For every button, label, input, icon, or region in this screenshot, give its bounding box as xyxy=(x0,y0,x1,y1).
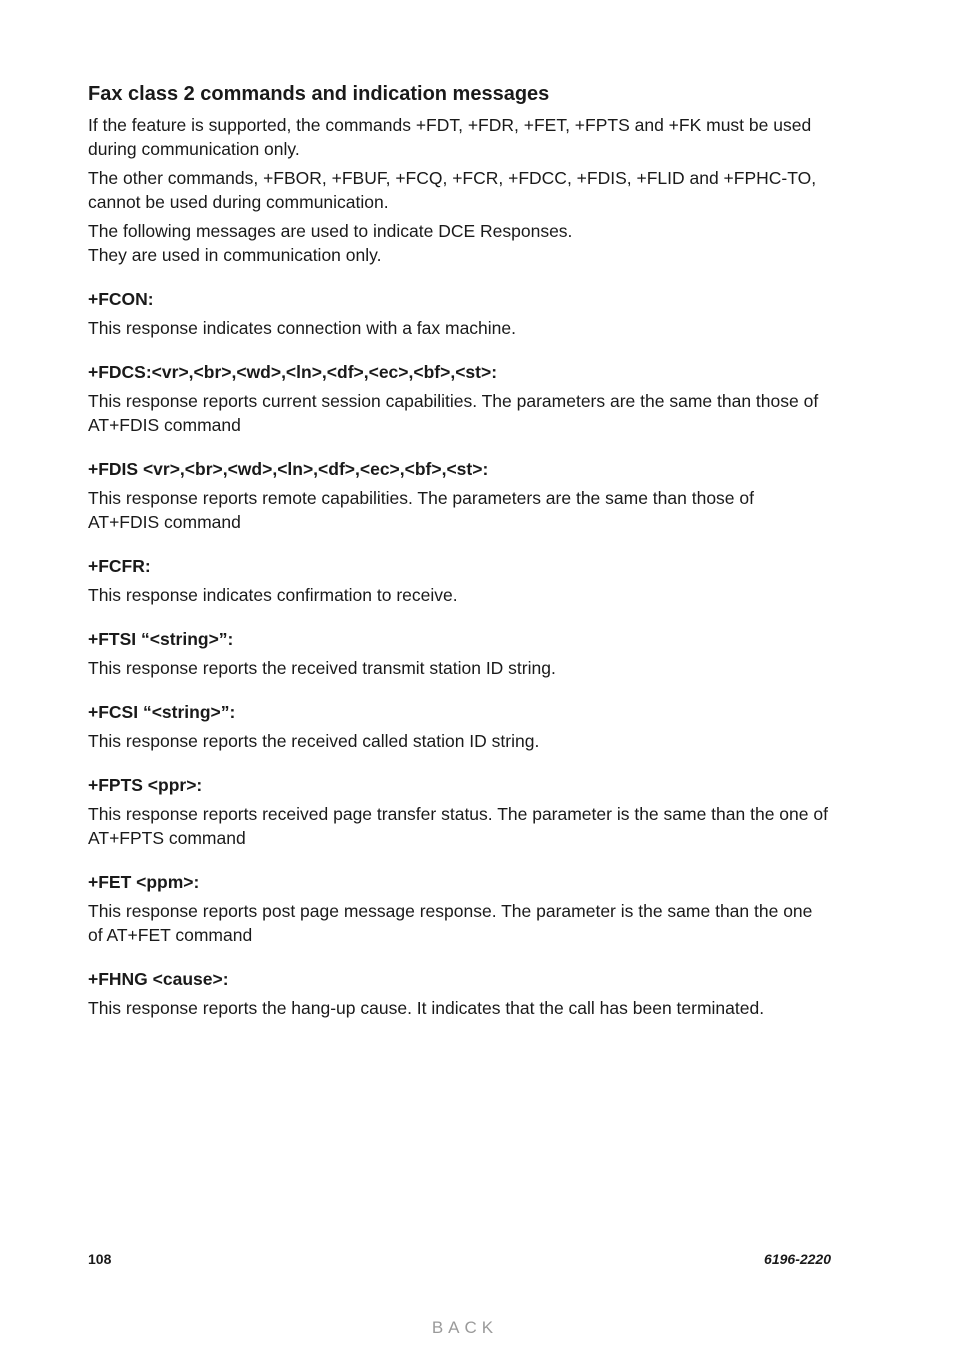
response-description: This response reports remote capabilities. The parameters are the same than those of AT+FDIS command xyxy=(88,488,754,532)
response-description: This response reports the hang-up cause. It indicates that the call has been terminated. xyxy=(88,998,765,1018)
response-description: This response reports received page transfer status. The parameter is the same than the one of AT+FPTS command xyxy=(88,804,828,848)
response-description: This response reports post page message response. The parameter is the same than the one of AT+FET command xyxy=(88,901,813,945)
section-title: Fax class 2 commands and indication messages xyxy=(88,83,550,105)
response-heading: +FDIS <vr>,<br>,<wd>,<ln>,<df>,<ec>,<bf>,<st>: xyxy=(88,459,489,479)
response-heading: +FCON: xyxy=(88,289,154,309)
intro-paragraph: The other commands, +FBOR, +FBUF, +FCQ, +FCR, +FDCC, +FDIS, +FLID and +FPHC-TO, cannot be used during communication. xyxy=(88,168,817,212)
response-entry-fcfr xyxy=(88,554,828,607)
response-entry-fhng xyxy=(88,967,828,1020)
intro-paragraph: If the feature is supported, the commands +FDT, +FDR, +FET, +FPTS and +FK must be used during communication only. xyxy=(88,115,812,159)
response-heading: +FCFR: xyxy=(88,556,151,576)
document-number: 6196-2220 xyxy=(764,1251,831,1267)
response-heading: +FPTS <ppr>: xyxy=(88,775,203,795)
document-page xyxy=(88,80,828,1040)
response-description: This response indicates confirmation to receive. xyxy=(88,585,458,605)
response-heading: +FHNG <cause>: xyxy=(88,969,229,989)
page-number: 108 xyxy=(88,1251,112,1267)
response-description: This response reports the received transmit station ID string. xyxy=(88,658,556,678)
response-heading: +FET <ppm>: xyxy=(88,872,200,892)
response-description: This response reports the received called station ID string. xyxy=(88,731,540,751)
response-description: This response reports current session capabilities. The parameters are the same than those of AT+FDIS command xyxy=(88,391,819,435)
intro-paragraph: They are used in communication only. xyxy=(88,245,382,265)
intro-paragraph: The following messages are used to indicate DCE Responses. xyxy=(88,221,573,241)
response-entry-fpts xyxy=(88,773,828,850)
back-link[interactable]: BACK xyxy=(431,1318,499,1337)
response-entry-fcon xyxy=(88,287,828,340)
response-entry-fdis xyxy=(88,457,828,534)
response-entry-fdcs xyxy=(88,360,828,437)
response-heading: +FDCS:<vr>,<br>,<wd>,<ln>,<df>,<ec>,<bf>,<st>: xyxy=(88,362,498,382)
response-description: This response indicates connection with a fax machine. xyxy=(88,318,517,338)
response-heading: +FCSI “<string>”: xyxy=(88,702,236,722)
response-heading: +FTSI “<string>”: xyxy=(88,629,234,649)
response-entry-fcsi xyxy=(88,700,828,753)
response-entry-fet xyxy=(88,870,828,947)
response-entry-ftsi xyxy=(88,627,828,680)
